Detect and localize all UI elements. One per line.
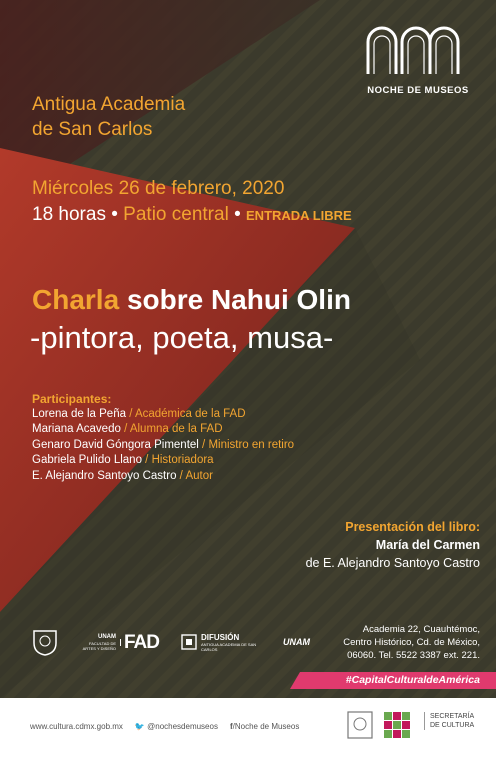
title-highlight: Charla [32,284,120,315]
fad-logo [82,631,159,653]
talk-title [32,283,351,317]
participants-list [32,407,294,484]
unam-logo [30,627,60,657]
facebook-icon: f [229,722,233,731]
separator: • [234,204,241,225]
event-entry: ENTRADA LIBRE [246,208,352,223]
address-line3: 06060. Tel. 5522 3387 ext. 221. [347,650,480,661]
fad-text: FACULTAD DE ARTES Y DISEÑO [82,640,116,651]
event-date: Miércoles 26 de febrero, 2020 [32,178,285,199]
difusion-icon [181,634,197,650]
participant-name: E. Alejandro Santoyo Castro [32,469,177,482]
book-presentation [306,518,480,572]
participant-row: Lorena de la Peña / Académica de la FAD [32,408,246,420]
address [343,623,480,662]
book-label: Presentación del libro: [345,520,480,534]
facebook-link[interactable] [230,722,299,731]
participant-row: E. Alejandro Santoyo Castro / Autor [32,469,213,482]
difusion-title: DIFUSIÓN [201,632,240,642]
participant-row: Mariana Acavedo / Alumna de la FAD [32,423,223,436]
fad-mark: FAD [120,639,159,646]
brand-label: NOCHE DE MUSEOS [367,85,469,96]
participant-role: Académica de la FAD [134,408,246,420]
secretaria-cultura [424,712,474,730]
venue-line2: de San Carlos [32,119,153,140]
event-time: 18 horas [32,204,106,225]
difusion-subtitle: ANTIGUA ACADEMIA DE SAN CARLOS [201,641,257,652]
facebook-handle: /Noche de Museos [232,722,300,731]
book-title: María del Carmen [375,538,480,552]
unam-text: UNAM [98,633,116,640]
secretaria-line1: SECRETARÍA [430,713,475,720]
cdmx-emblem-icon [346,708,418,742]
participant-row: Gabriela Pulido Llano / Historiadora [32,454,214,467]
radio-unam-logo [283,636,310,647]
separator: • [111,204,118,225]
event-info [32,176,352,229]
radio-unam-text: UNAM [283,636,310,647]
participant-name: Lorena de la Peña [32,408,126,420]
participant-role: Alumna de la FAD [129,423,223,436]
venue [32,92,185,142]
participant-row: Genaro David Góngora Pimentel / Ministro en retiro [32,438,295,451]
hashtag: #CapitalCulturaldeAmérica [345,674,480,686]
participant-name: Genaro David Góngora Pimentel [32,438,199,451]
participant-role: Historiadora [151,454,214,467]
participant-role: Ministro en retiro [208,438,295,451]
secretaria-line2: DE CULTURA [430,722,475,729]
participants-label: Participantes: [32,392,112,406]
venue-line1: Antigua Academia [32,94,186,115]
unam-shield-icon [30,627,60,657]
talk-subtitle: -pintora, poeta, musa- [30,320,334,355]
participant-name: Gabriela Pulido Llano [32,454,142,467]
noche-de-museos-logo [358,22,478,96]
partner-logos [30,625,310,659]
participant-role: Autor [185,469,213,482]
event-place: Patio central [123,204,229,225]
book-author: de E. Alejandro Santoyo Castro [305,556,480,570]
twitter-link[interactable] [135,722,218,731]
footer [0,698,496,765]
participant-name: Mariana Acavedo [32,423,121,436]
address-line1: Academia 22, Cuauhtémoc, [362,624,480,635]
difusion-logo [181,633,261,652]
twitter-icon: 🐦 [134,722,145,731]
twitter-handle: @nochesdemuseos [147,722,218,731]
footer-links [30,722,299,731]
event-time-line [32,202,352,229]
cdmx-logos [346,708,418,747]
address-line2: Centro Histórico, Cd. de México, [343,637,480,648]
website-link[interactable]: www.cultura.cdmx.gob.mx [30,722,123,731]
nm-logo-icon [358,22,478,78]
title-rest: sobre Nahui Olin [126,284,351,315]
